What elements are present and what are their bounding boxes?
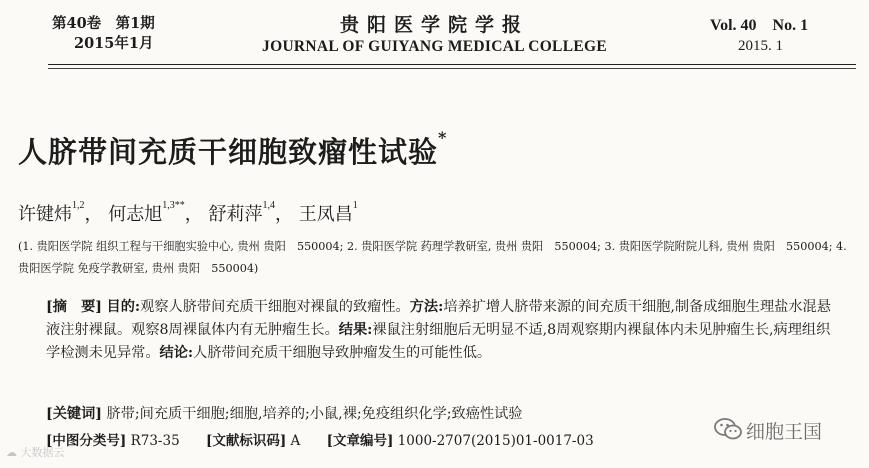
date-cn: 2015年1月 <box>74 35 154 52</box>
volume-issue-cn: 第40卷 第1期 <box>52 15 155 32</box>
issue-info-en <box>710 16 808 56</box>
result-text: 裸鼠注射细胞后无明显不适,8周观察期内裸鼠体内未见肿瘤生长,病理组织学检测未见异常。 <box>46 322 831 361</box>
conclusion-text: 人脐带间充质干细胞导致肿瘤发生的可能性低。 <box>193 345 492 361</box>
watermark-left-text: 大数据云 <box>20 446 65 459</box>
clc-label: [中图分类号] <box>46 433 127 449</box>
objective-text: 观察人脐带间充质干细胞对裸鼠的致瘤性。 <box>140 299 410 315</box>
volume-issue-en: Vol. 40 No. 1 <box>710 17 809 34</box>
doc-code-label: [文献标识码] <box>205 433 287 449</box>
cloud-icon: ☁ <box>6 446 21 459</box>
author-name: 许键炜 <box>18 204 72 225</box>
abstract-label: [摘 要] <box>46 299 102 315</box>
objective-label: 目的: <box>106 299 141 315</box>
header-rule <box>48 64 856 65</box>
author-affil-mark: 1,3** <box>162 200 185 211</box>
wechat-icon <box>714 417 742 441</box>
clc-value: R73-35 <box>130 433 180 449</box>
watermark-left <box>6 444 65 460</box>
author-list <box>18 200 358 226</box>
method-text: 培养扩增人脐带来源的间充质干细胞,制备成细胞生理盐水混悬液注射裸鼠。观察8周裸鼠体内有无肿瘤生长。 <box>46 299 831 338</box>
author-affil-mark: 1 <box>352 200 358 211</box>
abstract <box>46 296 836 365</box>
author-separator: ， <box>274 204 293 225</box>
author-affil-mark: 1,2 <box>72 200 85 211</box>
article-number-value: 1000-2707(2015)01-0017-03 <box>397 433 594 449</box>
author-separator: ， <box>84 204 103 225</box>
header-rule-thin <box>48 68 856 69</box>
method-label: 方法: <box>409 299 444 315</box>
author-name: 王凤昌 <box>298 204 353 225</box>
article-number-label: [文章编号] <box>326 433 394 449</box>
author-affil-mark: 1,4 <box>262 200 275 211</box>
title-footnote-mark: * <box>438 128 448 147</box>
conclusion-label: 结论: <box>159 345 194 361</box>
journal-name-cn: 贵阳医学院学报 <box>339 14 529 36</box>
doc-code-value: A <box>290 433 301 449</box>
keywords-label: [关键词] <box>46 406 102 422</box>
year-en: 2015. 1 <box>738 38 783 54</box>
result-label: 结果: <box>338 322 373 338</box>
watermark-logo <box>714 416 854 442</box>
article-title-text: 人脐带间充质干细胞致瘤性试验 <box>18 135 439 169</box>
author-separator: ， <box>184 204 203 225</box>
author-name: 舒莉萍 <box>208 204 263 225</box>
keywords-text: 脐带;间充质干细胞;细胞,培养的;小鼠,裸;免疫组织化学;致癌性试验 <box>106 406 523 422</box>
affiliations: (1. 贵阳医学院 组织工程与干细胞实验中心, 贵州 贵阳 550004; 2. 贵阳医学院 药理学教研室, 贵州 贵阳 550004; 3. 贵阳医学院附院儿科, 贵州 贵阳 550004; 4. 贵阳医学院 免疫学教研室, 贵州 贵阳 550004) <box>18 240 847 275</box>
journal-name-en: JOURNAL OF GUIYANG MEDICAL COLLEGE <box>262 38 607 55</box>
article-title <box>18 130 447 171</box>
watermark-right-text: 细胞王国 <box>746 421 823 443</box>
author-name: 何志旭 <box>108 204 163 225</box>
